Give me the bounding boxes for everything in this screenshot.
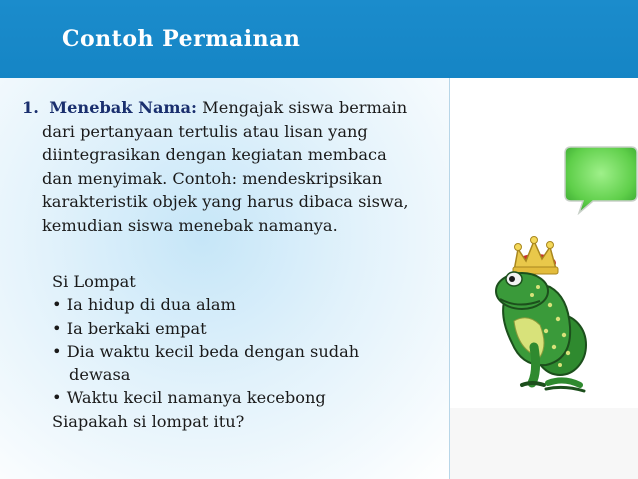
item-text-line: dari pertanyaan tertulis atau lisan yang xyxy=(42,121,368,141)
header-bar xyxy=(0,0,638,78)
riddle-title: Si Lompat xyxy=(52,272,136,291)
speech-bubble-icon xyxy=(563,145,638,215)
item-text-line: Mengajak siswa bermain xyxy=(197,98,408,117)
riddle-bullet: • Ia berkaki empat xyxy=(52,318,207,338)
riddle-block xyxy=(52,270,432,433)
item-number: 1. xyxy=(22,98,39,117)
page-title: Contoh Permainan xyxy=(62,26,301,52)
item-label: Menebak Nama: xyxy=(49,98,198,117)
riddle-bullet-continuation: dewasa xyxy=(69,365,131,385)
item-text-line: diintegrasikan dengan kegiatan membaca xyxy=(42,145,387,164)
item-first-line xyxy=(22,96,447,120)
item-text-line: dan menyimak. Contoh: mendeskripsikan xyxy=(42,168,383,188)
item-text-line: karakteristik objek yang harus dibaca siswa, xyxy=(42,192,409,211)
crown-icon xyxy=(513,237,558,275)
riddle-bullet: • Ia hidup di dua alam xyxy=(52,295,236,315)
riddle-bullet: • Dia waktu kecil beda dengan sudah xyxy=(52,341,360,361)
item-menebak-nama xyxy=(22,96,447,237)
riddle-question: Siapakah si lompat itu? xyxy=(52,411,245,431)
riddle-bullet: • Waktu kecil namanya kecebong xyxy=(52,388,326,408)
footer-strip xyxy=(450,408,638,479)
frog-prince-icon xyxy=(488,235,598,395)
item-text-line: kemudian siswa menebak namanya. xyxy=(42,215,338,235)
